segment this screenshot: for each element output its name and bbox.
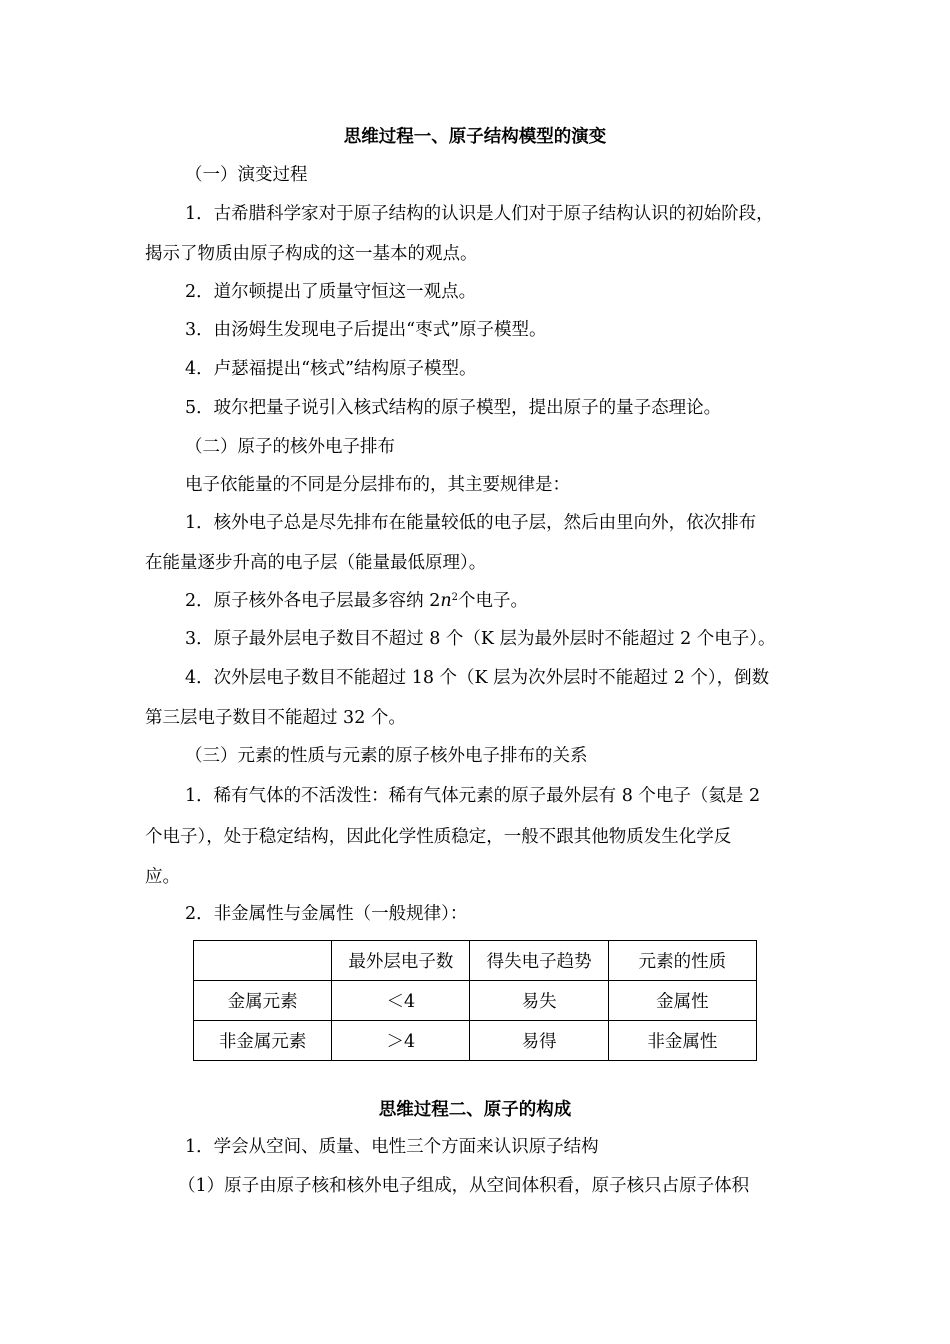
section2-title: 思维过程二、原子的构成	[378, 1100, 572, 1120]
table-header-row	[194, 941, 757, 981]
paragraph-line: 第三层电子数目不能超过 32 个。	[145, 708, 406, 728]
table-cell: 金属性	[608, 981, 756, 1021]
metal-nonmetal-table	[193, 940, 757, 1061]
subheading-evolution: （一）演变过程	[185, 165, 308, 185]
paragraph-line: 在能量逐步升高的电子层（能量最低原理）。	[145, 553, 487, 573]
table-header-cell: 得失电子趋势	[470, 941, 608, 981]
table-row	[194, 981, 757, 1021]
table-header-cell: 最外层电子数	[332, 941, 470, 981]
paragraph-line: 揭示了物质由原子构成的这一基本的观点。	[145, 244, 478, 264]
subheading-electron-arrangement: （二）原子的核外电子排布	[185, 437, 395, 457]
formula-text: 个电子。	[458, 591, 528, 611]
subheading-properties: （三）元素的性质与元素的原子核外电子排布的关系	[185, 746, 588, 766]
table-cell: 非金属性	[608, 1021, 756, 1061]
table-cell: ＞4	[332, 1021, 470, 1061]
paragraph-line: 4．次外层电子数目不能超过 18 个（K 层为次外层时不能超过 2 个），倒数	[185, 668, 770, 688]
paragraph-line: 2．道尔顿提出了质量守恒这一观点。	[185, 282, 477, 302]
paragraph-line: （1）原子由原子核和核外电子组成，从空间体积看，原子核只占原子体积	[178, 1176, 750, 1196]
table-cell: ＜4	[332, 981, 470, 1021]
paragraph-line: 5．玻尔把量子说引入核式结构的原子模型，提出原子的量子态理论。	[185, 398, 722, 418]
table-cell: 金属元素	[194, 981, 332, 1021]
paragraph-line: 1．学会从空间、质量、电性三个方面来认识原子结构	[185, 1137, 599, 1157]
paragraph-line: 1．古希腊科学家对于原子结构的认识是人们对于原子结构认识的初始阶段，	[185, 204, 774, 224]
formula-text: 2．原子核外各电子层最多容纳 2	[185, 591, 441, 611]
paragraph-line-formula	[185, 589, 528, 613]
table-header-cell	[194, 941, 332, 981]
paragraph-line: 3．原子最外层电子数目不超过 8 个（K 层为最外层时不能超过 2 个电子）。	[185, 629, 776, 649]
paragraph-line: 1．稀有气体的不活泼性：稀有气体元素的原子最外层有 8 个电子（氦是 2	[185, 786, 761, 806]
paragraph-line: 1．核外电子总是尽先排布在能量较低的电子层，然后由里向外，依次排布	[185, 513, 757, 533]
formula-exponent: 2	[451, 592, 458, 603]
paragraph-line: 应。	[145, 867, 180, 887]
table-row	[194, 1021, 757, 1061]
paragraph-line: 4．卢瑟福提出“核式”结构原子模型。	[185, 359, 477, 379]
table-cell: 非金属元素	[194, 1021, 332, 1061]
table-cell: 易失	[470, 981, 608, 1021]
paragraph-line: 3．由汤姆生发现电子后提出“枣式”原子模型。	[185, 320, 547, 340]
table-cell: 易得	[470, 1021, 608, 1061]
formula-variable: n	[440, 591, 452, 611]
section1-title: 思维过程一、原子结构模型的演变	[343, 127, 607, 147]
table-header-cell: 元素的性质	[608, 941, 756, 981]
paragraph-line: 电子依能量的不同是分层排布的，其主要规律是：	[185, 475, 570, 495]
paragraph-line: 个电子），处于稳定结构，因此化学性质稳定，一般不跟其他物质发生化学反	[145, 827, 732, 847]
paragraph-line: 2．非金属性与金属性（一般规律）：	[185, 904, 468, 924]
